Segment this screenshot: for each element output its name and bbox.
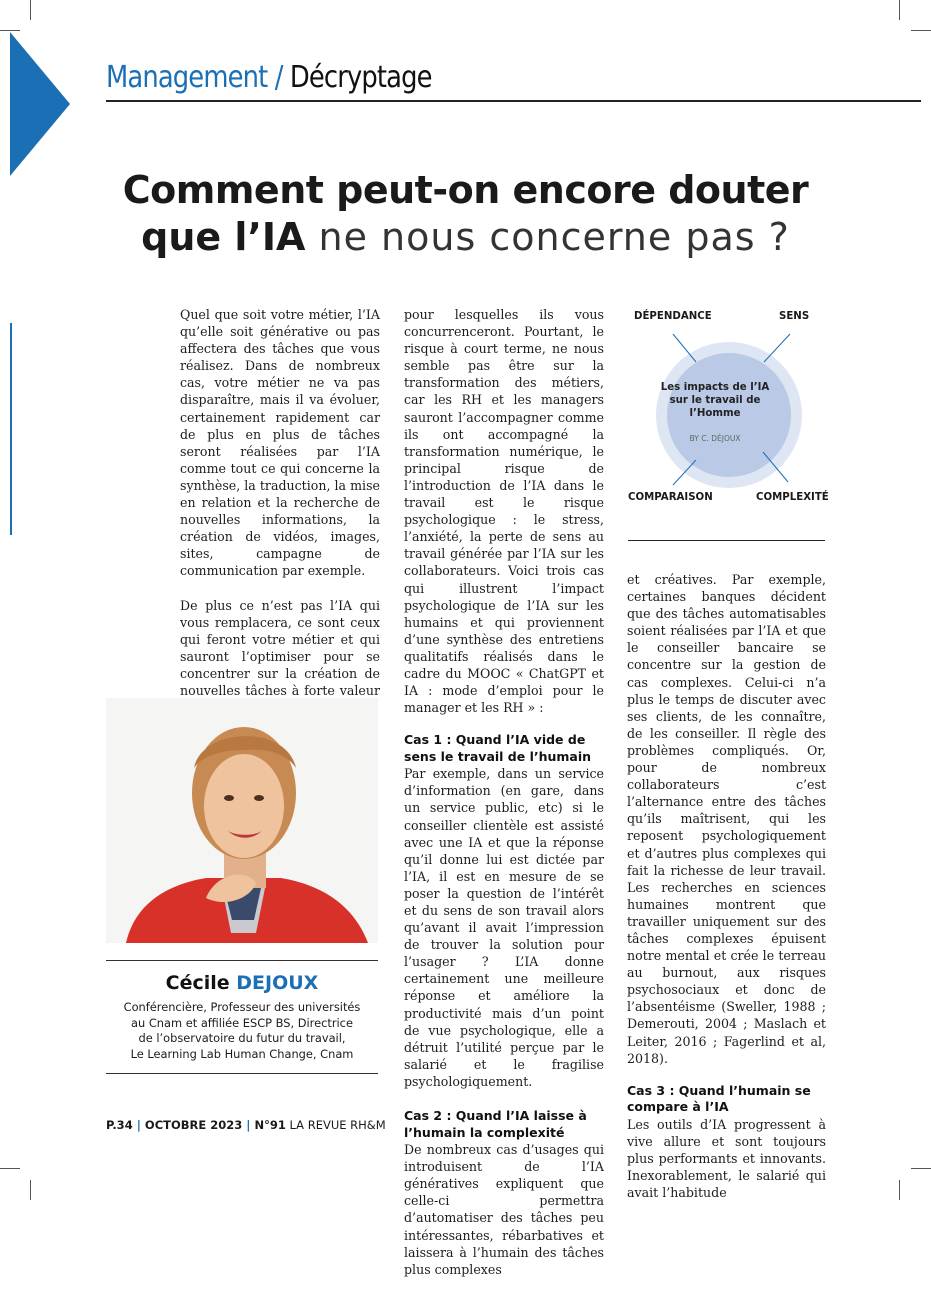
section-marker-triangle [10,32,70,176]
case-3-title: Cas 3 : Quand l’humain se compare à l’IA [627,1082,811,1115]
diagram-center-title: Les impacts de l’IA sur le travail de l’Homme [660,382,770,419]
author-photo [106,698,378,943]
author-bio-line: Conférencière, Professeur des universités [123,1000,361,1014]
headline-line-1: Comment peut-on encore douter [122,168,809,212]
headline-line-2 [0,215,931,259]
paragraph: De plus ce n’est pas l’IA qui vous remplacera, ce sont ceux qui feront votre métier et qui sauront l’optimiser pour se concentrer sur la création de nouvelles tâches à forte valeur [180,597,380,698]
diagram-label-complexite: COMPLEXITÉ [756,492,829,503]
author-first-name: Cécile [165,972,237,994]
diagram-byline: BY C. DÉJOUX [689,434,741,443]
paragraph: De nombreux cas d’usages qui introduisent de l’IA génératives expliquent que celle-ci permettra d’automatiser des tâches peu intéressantes, rébarbatives et laissera à l’humain des tâches plus complexes [404,1142,604,1277]
paragraph: Les outils d’IA progressent à vive allure et sont toujours plus performants et innovants. Inexorablement, le salarié qui avait l’habitude [627,1116,826,1201]
footer-date: OCTOBRE 2023 [144,1118,243,1132]
crop-mark [30,1180,31,1200]
crop-mark [899,1180,900,1200]
author-box-bottom-rule [106,1073,378,1074]
crop-mark [899,0,900,20]
author-name [106,972,378,994]
diagram-bottom-rule [628,540,825,541]
author-last-name: DEJOUX [236,972,319,994]
article-column-3 [627,571,826,1218]
article-column-2 [404,306,604,1295]
crop-mark [0,30,20,31]
footer-page-number: P.34 [106,1118,133,1132]
diagram-line-sens [764,334,790,362]
diagram-label-comparaison: COMPARAISON [628,492,713,503]
author-bio [106,1000,378,1062]
rubric-subsection: Décryptage [289,60,432,95]
section-marker-line [10,323,12,535]
footer-separator: | [242,1118,255,1132]
crop-mark [911,30,931,31]
rubric-section: Management [106,60,268,95]
author-box-top-rule [106,960,378,961]
author-bio-line: Le Learning Lab Human Change, Cnam [130,1046,354,1061]
crop-mark [0,1168,20,1169]
case-2-title: Cas 2 : Quand l’IA laisse à l’humain la complexité [404,1108,587,1140]
headline-bold-part: que l’IA [141,215,306,259]
diagram-label-sens: SENS [779,311,810,322]
footer-separator: | [132,1118,145,1132]
author-bio-line: au Cnam et affiliée ESCP BS, Directrice [131,1015,353,1030]
paragraph: et créatives. Par exemple, certaines banques décident que des tâches automatisables soient réalisées par l’IA et que le conseiller bancaire se concentre sur la gestion de cas complexes. Celui-ci n’a plus le temps de discuter avec ses clients, de les connaître, de les conseiller. Il règle des problèmes compliqués. Or, pour de nombreux collaborateurs c’est l’alternance entre des tâches qu’ils maîtrisent, qui les reposent psychologiquement et d’autres plus complexes qui fait la richesse de leur travail. Les recherches en sciences humaines montrent que travailler uniquement sur des tâches complexes épuisent notre mental et crée le terreau au burnout, aux risques psychosociaux et donc de l’absentéisme (Sweller, 1988 ; Demerouti, 2004 ; Maslach et Leiter, 2016 ; Fagerlind et al, 2018). [627,572,826,1066]
crop-mark [911,1168,931,1169]
page-footer [106,1118,386,1132]
footer-issue: N°91 [254,1118,286,1132]
rubric-divider [106,100,921,102]
paragraph: Par exemple, dans un service d’information (en gare, dans un service public, etc) si le conseiller clientèle est assisté avec une IA et que la réponse qu’il donne lui est dictée par l’IA, il est en mesure de se poser la question de l’intérêt et du sens de son travail alors qu’avant il avait l’impression de trouver la solution pour l’usager ? L’IA donne certainement une meilleure réponse et améliore la productivité mais d’un point de vue psychologique, elle a détruit l’utilité perçue par le salarié et le fragilise psychologiquement. [404,766,604,1089]
author-bio-line: de l’observatoire du futur du travail, [138,1031,346,1046]
footer-magazine: LA REVUE RH&M [285,1118,386,1132]
rubric-separator: / [267,60,290,95]
diagram-label-dependance: DÉPENDANCE [634,311,712,322]
paragraph: pour lesquelles ils vous concurrenceront. Pourtant, le risque à court terme, ne nous semble pas être sur la transformation des métiers, car les RH et les managers sauront l’accompagner comme ils ont accompagné la transformation numérique, le principal risque de l’introduction de l’IA dans le travail est le risque psychologique : le stress, l’anxiété, la perte de sens au travail générée par l’IA sur les collaborateurs. Voici trois cas qui illustrent l’impact psychologique de l’IA sur les humains et qui proviennent d’une synthèse des entretiens qualitatifs réalisés dans le cadre du MOOC « ChatGPT et IA : mode d’emploi pour le manager et les RH » : [404,307,604,716]
headline-light-part: ne nous concerne pas ? [305,215,790,259]
case-1-title: Cas 1 : Quand l’IA vide de sens le travail de l’humain [404,732,592,764]
article-column-1 [180,306,380,733]
paragraph: Quel que soit votre métier, l’IA qu’elle soit générative ou pas affectera des tâches que vous réalisez. Dans de nombreux cas, votre métier ne va pas disparaître, mais il va évoluer, certainement rapidement car de plus en plus de tâches seront réalisées par l’IA comme tout ce qui concerne la synthèse, la traduction, la mise en relation et la recherche de nouvelles informations, la création de vidéos, images, sites, campagne de communication par exemple. [180,307,380,579]
section-rubric [106,60,432,95]
crop-mark [30,0,31,20]
author-portrait-illustration [106,698,378,943]
